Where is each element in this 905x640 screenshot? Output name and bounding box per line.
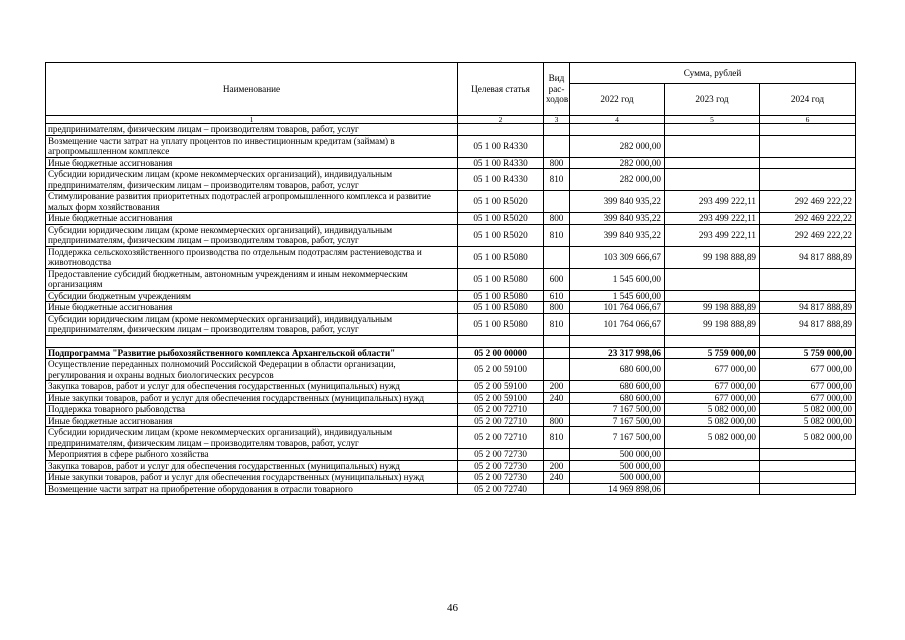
amount-2022: 399 840 935,22 (570, 224, 665, 246)
subprogram-row (46, 347, 856, 359)
row-name: Подпрограмма "Развитие рыбохозяйственного комплекса Архангельской области" (46, 347, 458, 359)
target-article-code (458, 124, 544, 136)
target-article-code: 05 1 00 R5080 (458, 313, 544, 335)
table-row (46, 460, 856, 472)
amount-2022: 680 600,00 (570, 359, 665, 381)
target-article-code: 05 1 00 R5020 (458, 224, 544, 246)
expense-type-code: 800 (544, 213, 570, 225)
amount-2022: 282 000,00 (570, 135, 665, 157)
expense-type-code (544, 335, 570, 347)
amount-2022: 7 167 500,00 (570, 404, 665, 416)
amount-2023: 5 759 000,00 (665, 347, 760, 359)
amount-2024: 94 817 888,89 (760, 313, 856, 335)
table-row (46, 427, 856, 449)
amount-2023: 99 198 888,89 (665, 313, 760, 335)
table-row (46, 472, 856, 484)
amount-2024: 292 469 222,22 (760, 191, 856, 213)
column-number: 6 (760, 116, 856, 124)
amount-2023 (665, 124, 760, 136)
amount-2024: 292 469 222,22 (760, 224, 856, 246)
row-name: Субсидии юридическим лицам (кроме некоммерческих организаций), индивидуальным предпринимателям, физическим лицам – производителям товаров, работ, услуг (46, 313, 458, 335)
amount-2024 (760, 124, 856, 136)
table-row (46, 381, 856, 393)
target-article-code: 05 1 00 R5080 (458, 268, 544, 290)
amount-2023: 293 499 222,11 (665, 191, 760, 213)
expense-type-code (544, 347, 570, 359)
target-article-code: 05 1 00 R4330 (458, 157, 544, 169)
table-row (46, 483, 856, 495)
expense-type-code: 200 (544, 381, 570, 393)
target-article-code: 05 2 00 72710 (458, 404, 544, 416)
amount-2023: 99 198 888,89 (665, 302, 760, 314)
amount-2023 (665, 135, 760, 157)
amount-2024 (760, 460, 856, 472)
column-number-row (46, 116, 856, 124)
target-article-code: 05 1 00 R5080 (458, 302, 544, 314)
target-article-code: 05 2 00 72730 (458, 472, 544, 484)
amount-2022: 500 000,00 (570, 449, 665, 461)
table-row (46, 359, 856, 381)
amount-2022: 680 600,00 (570, 381, 665, 393)
header-expense-type: Вид рас-ходов (544, 63, 570, 116)
amount-2022: 1 545 600,00 (570, 290, 665, 302)
header-name: Наименование (46, 63, 458, 116)
row-name: Закупка товаров, работ и услуг для обеспечения государственных (муниципальных) нужд (46, 460, 458, 472)
expense-type-code: 810 (544, 427, 570, 449)
row-name: предпринимателям, физическим лицам – производителям товаров, работ, услуг (46, 124, 458, 136)
table-row (46, 135, 856, 157)
table-row (46, 169, 856, 191)
row-name: Иные бюджетные ассигнования (46, 157, 458, 169)
amount-2022: 23 317 998,06 (570, 347, 665, 359)
row-name: Иные закупки товаров, работ и услуг для обеспечения государственных (муниципальных) нужд (46, 472, 458, 484)
amount-2024 (760, 268, 856, 290)
target-article-code (458, 335, 544, 347)
amount-2024: 5 759 000,00 (760, 347, 856, 359)
amount-2024: 5 082 000,00 (760, 404, 856, 416)
amount-2023: 5 082 000,00 (665, 415, 760, 427)
amount-2023 (665, 460, 760, 472)
target-article-code: 05 1 00 R5020 (458, 213, 544, 225)
row-name: Стимулирование развития приоритетных подотраслей агропромышленного комплекса и развитие малых форм хозяйствования (46, 191, 458, 213)
row-name: Иные закупки товаров, работ и услуг для обеспечения государственных (муниципальных) нужд (46, 392, 458, 404)
amount-2022: 680 600,00 (570, 392, 665, 404)
expense-type-code: 800 (544, 302, 570, 314)
expense-type-code: 810 (544, 224, 570, 246)
expense-type-code (544, 359, 570, 381)
row-name: Закупка товаров, работ и услуг для обеспечения государственных (муниципальных) нужд (46, 381, 458, 393)
amount-2024 (760, 335, 856, 347)
column-number: 5 (665, 116, 760, 124)
expense-type-code (544, 404, 570, 416)
expense-type-code: 800 (544, 415, 570, 427)
amount-2023 (665, 268, 760, 290)
amount-2023: 677 000,00 (665, 359, 760, 381)
target-article-code: 05 2 00 59100 (458, 381, 544, 393)
row-name: Иные бюджетные ассигнования (46, 415, 458, 427)
table-row (46, 124, 856, 136)
amount-2024: 677 000,00 (760, 381, 856, 393)
table-row (46, 246, 856, 268)
expense-type-code (544, 483, 570, 495)
amount-2022: 14 969 898,06 (570, 483, 665, 495)
target-article-code: 05 2 00 72730 (458, 460, 544, 472)
column-number: 3 (544, 116, 570, 124)
amount-2022 (570, 124, 665, 136)
target-article-code: 05 2 00 72730 (458, 449, 544, 461)
table-row (46, 392, 856, 404)
amount-2022 (570, 335, 665, 347)
amount-2024 (760, 449, 856, 461)
table-row (46, 302, 856, 314)
column-number: 1 (46, 116, 458, 124)
amount-2023 (665, 169, 760, 191)
amount-2022: 1 545 600,00 (570, 268, 665, 290)
amount-2023: 293 499 222,11 (665, 224, 760, 246)
header-year-2023: 2023 год (665, 84, 760, 116)
table-row (46, 404, 856, 416)
target-article-code: 05 1 00 R4330 (458, 169, 544, 191)
target-article-code: 05 2 00 72710 (458, 427, 544, 449)
table-row (46, 157, 856, 169)
header-sum: Сумма, рублей (570, 63, 856, 84)
target-article-code: 05 1 00 R4330 (458, 135, 544, 157)
target-article-code: 05 2 00 72710 (458, 415, 544, 427)
header-year-2022: 2022 год (570, 84, 665, 116)
amount-2024 (760, 472, 856, 484)
target-article-code: 05 2 00 72740 (458, 483, 544, 495)
expense-type-code: 200 (544, 460, 570, 472)
expense-type-code (544, 135, 570, 157)
expense-type-code (544, 449, 570, 461)
expense-type-code: 800 (544, 157, 570, 169)
expense-type-code (544, 124, 570, 136)
amount-2023 (665, 290, 760, 302)
amount-2023: 677 000,00 (665, 392, 760, 404)
expense-type-code: 810 (544, 169, 570, 191)
amount-2024: 677 000,00 (760, 359, 856, 381)
row-name: Субсидии юридическим лицам (кроме некоммерческих организаций), индивидуальным предпринимателям, физическим лицам – производителям товаров, работ, услуг (46, 224, 458, 246)
header-year-2024: 2024 год (760, 84, 856, 116)
target-article-code: 05 1 00 R5020 (458, 191, 544, 213)
expense-type-code (544, 191, 570, 213)
target-article-code: 05 1 00 R5080 (458, 246, 544, 268)
target-article-code: 05 2 00 59100 (458, 392, 544, 404)
expense-type-code: 810 (544, 313, 570, 335)
row-name: Предоставление субсидий бюджетным, автономным учреждениям и иным некоммерческим организациям (46, 268, 458, 290)
row-name: Мероприятия в сфере рыбного хозяйства (46, 449, 458, 461)
table-row (46, 191, 856, 213)
amount-2022: 7 167 500,00 (570, 415, 665, 427)
column-number: 2 (458, 116, 544, 124)
amount-2023: 99 198 888,89 (665, 246, 760, 268)
table-row (46, 224, 856, 246)
amount-2024 (760, 169, 856, 191)
table-row (46, 415, 856, 427)
amount-2023: 5 082 000,00 (665, 427, 760, 449)
row-name: Иные бюджетные ассигнования (46, 213, 458, 225)
table-row (46, 213, 856, 225)
target-article-code: 05 2 00 00000 (458, 347, 544, 359)
target-article-code: 05 2 00 59100 (458, 359, 544, 381)
amount-2022: 500 000,00 (570, 472, 665, 484)
budget-table (45, 62, 856, 495)
amount-2023: 677 000,00 (665, 381, 760, 393)
amount-2024: 5 082 000,00 (760, 415, 856, 427)
amount-2023 (665, 449, 760, 461)
amount-2024 (760, 135, 856, 157)
expense-type-code: 240 (544, 392, 570, 404)
amount-2024: 292 469 222,22 (760, 213, 856, 225)
row-name: Возмещение части затрат на уплату процентов по инвестиционным кредитам (займам) в агропромышленном комплексе (46, 135, 458, 157)
amount-2023 (665, 157, 760, 169)
amount-2022: 399 840 935,22 (570, 191, 665, 213)
row-name: Субсидии бюджетным учреждениям (46, 290, 458, 302)
expense-type-code: 610 (544, 290, 570, 302)
page-number: 46 (447, 602, 458, 614)
row-name: Осуществление переданных полномочий Российской Федерации в области организации, регулирования и охраны водных биологических ресурсов (46, 359, 458, 381)
empty-row (46, 335, 856, 347)
expense-type-code (544, 246, 570, 268)
expense-type-code: 240 (544, 472, 570, 484)
expense-type-code: 600 (544, 268, 570, 290)
amount-2022: 103 309 666,67 (570, 246, 665, 268)
amount-2023 (665, 483, 760, 495)
amount-2023 (665, 472, 760, 484)
amount-2022: 7 167 500,00 (570, 427, 665, 449)
table-row (46, 268, 856, 290)
amount-2024 (760, 157, 856, 169)
table-row (46, 290, 856, 302)
amount-2022: 282 000,00 (570, 169, 665, 191)
table-row (46, 449, 856, 461)
row-name (46, 335, 458, 347)
row-name: Субсидии юридическим лицам (кроме некоммерческих организаций), индивидуальным предпринимателям, физическим лицам – производителям товаров, работ, услуг (46, 169, 458, 191)
amount-2022: 282 000,00 (570, 157, 665, 169)
row-name: Иные бюджетные ассигнования (46, 302, 458, 314)
amount-2022: 101 764 066,67 (570, 302, 665, 314)
header-target-article: Целевая статья (458, 63, 544, 116)
amount-2024: 94 817 888,89 (760, 302, 856, 314)
amount-2023 (665, 335, 760, 347)
amount-2022: 399 840 935,22 (570, 213, 665, 225)
row-name: Субсидии юридическим лицам (кроме некоммерческих организаций), индивидуальным предпринимателям, физическим лицам – производителям товаров, работ, услуг (46, 427, 458, 449)
column-number: 4 (570, 116, 665, 124)
row-name: Возмещение части затрат на приобретение оборудования в отрасли товарного (46, 483, 458, 495)
row-name: Поддержка сельскохозяйственного производства по отдельным подотраслям растениеводства и животноводства (46, 246, 458, 268)
amount-2023: 293 499 222,11 (665, 213, 760, 225)
amount-2024: 94 817 888,89 (760, 246, 856, 268)
amount-2024 (760, 483, 856, 495)
amount-2022: 500 000,00 (570, 460, 665, 472)
amount-2024: 677 000,00 (760, 392, 856, 404)
amount-2024 (760, 290, 856, 302)
target-article-code: 05 1 00 R5080 (458, 290, 544, 302)
row-name: Поддержка товарного рыбоводства (46, 404, 458, 416)
amount-2022: 101 764 066,67 (570, 313, 665, 335)
amount-2023: 5 082 000,00 (665, 404, 760, 416)
amount-2024: 5 082 000,00 (760, 427, 856, 449)
table-row (46, 313, 856, 335)
